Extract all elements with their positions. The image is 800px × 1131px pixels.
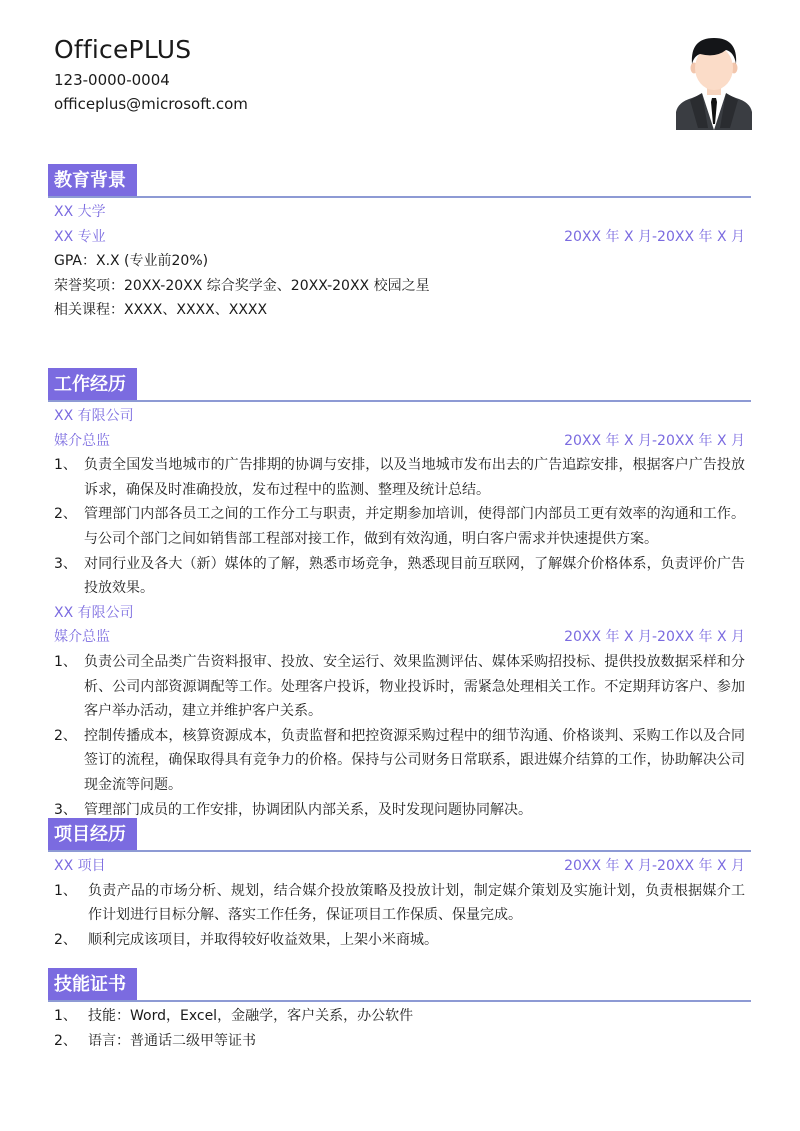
job-date: 20XX 年 X 月-20XX 年 X 月 [564, 432, 745, 449]
item-text: 负责公司全品类广告资料报审、投放、安全运行、效果监测评估、媒体采购招投标、提供投放数据采样和分析、公司内部资源调配等工作。处理客户投诉，物业投诉时，需紧急处理相关工作。不定期拜访客户、参加客户举办活动，建立并维护客户关系。 [84, 653, 745, 720]
education-header [48, 164, 751, 197]
skills-header [48, 968, 751, 1001]
item-number: 2、 [54, 727, 77, 744]
email-address: officeplus@microsoft.com [54, 95, 248, 113]
education-date: 20XX 年 X 月-20XX 年 X 月 [564, 228, 745, 245]
work-section [48, 368, 751, 822]
company-name: XX 有限公司 [54, 408, 134, 424]
list-item [54, 928, 745, 953]
item-text: 顺利完成该项目，并取得较好收益效果，上架小米商城。 [88, 931, 438, 948]
list-item [54, 650, 745, 724]
list-item [54, 552, 745, 601]
work-header [48, 368, 751, 401]
item-text: 负责产品的市场分析、规划，结合媒介投放策略及投放计划，制定媒介策划及实施计划，负责根据媒介工作计划进行目标分解、落实工作任务，保证项目工作保质、保量完成。 [88, 882, 745, 924]
job-role: 媒介总监 [54, 432, 110, 449]
item-text: 管理部门成员的工作安排，协调团队内部关系，及时发现问题协同解决。 [84, 801, 532, 818]
work-title: 工作经历 [48, 368, 137, 401]
candidate-name: OfficePLUS [54, 35, 192, 64]
avatar [676, 32, 752, 130]
school-name: XX 大学 [54, 204, 106, 220]
education-section [48, 164, 751, 323]
section-divider [48, 850, 751, 852]
phone-number: 123-0000-0004 [54, 71, 170, 89]
job-role: 媒介总监 [54, 629, 110, 646]
list-item [54, 453, 745, 502]
list-item [54, 502, 745, 551]
item-text: 管理部门内部各员工之间的工作分工与职责，并定期参加培训，使得部门内部员工更有效率的沟通和工作。与公司个部门之间如销售部工程部对接工作，做到有效沟通，明白客户需求并快速提供方案。 [84, 506, 745, 547]
item-number: 1、 [54, 457, 77, 474]
item-text: 对同行业及各大（新）媒体的了解，熟悉市场竞争，熟悉现目前互联网，了解媒介价格体系，负责评价广告投放效果。 [84, 555, 745, 597]
project-name: XX 项目 [54, 858, 106, 874]
item-number: 1、 [54, 653, 77, 670]
major-name: XX 专业 [54, 228, 106, 245]
job-date: 20XX 年 X 月-20XX 年 X 月 [564, 629, 745, 646]
skills-section [48, 968, 751, 1053]
item-number: 3、 [54, 801, 77, 818]
list-item [54, 724, 745, 798]
project-header [48, 818, 751, 851]
project-section [48, 818, 751, 952]
item-text: 负责全国发当地城市的广告排期的协调与安排，以及当地城市发布出去的广告追踪安排，根据客户广告投放诉求，确保及时准确投放，发布过程中的监测、整理及统计总结。 [84, 457, 745, 498]
section-divider [48, 400, 751, 402]
item-text: 控制传播成本，核算资源成本，负责监督和把控资源采购过程中的细节沟通、价格谈判、采购工作以及合同签订的流程，确保取得具有竞争力的价格。保持与公司财务日常联系，跟进媒介结算的工作，协助解决公司现金流等问题。 [84, 727, 745, 793]
list-item [54, 879, 745, 928]
item-number: 2、 [54, 931, 77, 948]
item-number: 2、 [54, 506, 77, 523]
company-name: XX 有限公司 [54, 604, 134, 621]
item-number: 1、 [54, 1008, 77, 1024]
education-title: 教育背景 [48, 164, 137, 197]
item-text: 语言：普通话二级甲等证书 [88, 1032, 256, 1049]
courses-line: 相关课程：XXXX、XXXX、XXXX [54, 302, 268, 319]
skills-title: 技能证书 [48, 968, 137, 1001]
list-item [54, 1029, 745, 1054]
item-text: 技能：Word，Excel，金融学，客户关系，办公软件 [88, 1008, 414, 1024]
gpa-line: GPA：X.X (专业前20%) [54, 253, 209, 270]
honors-line: 荣誉奖项：20XX-20XX 综合奖学金、20XX-20XX 校园之星 [54, 277, 430, 294]
section-divider [48, 196, 751, 198]
list-item [54, 1004, 745, 1029]
section-divider [48, 1000, 751, 1002]
project-title: 项目经历 [48, 818, 137, 851]
project-date: 20XX 年 X 月-20XX 年 X 月 [564, 858, 745, 874]
item-number: 3、 [54, 555, 77, 572]
item-number: 2、 [54, 1032, 77, 1049]
item-number: 1、 [54, 882, 77, 899]
